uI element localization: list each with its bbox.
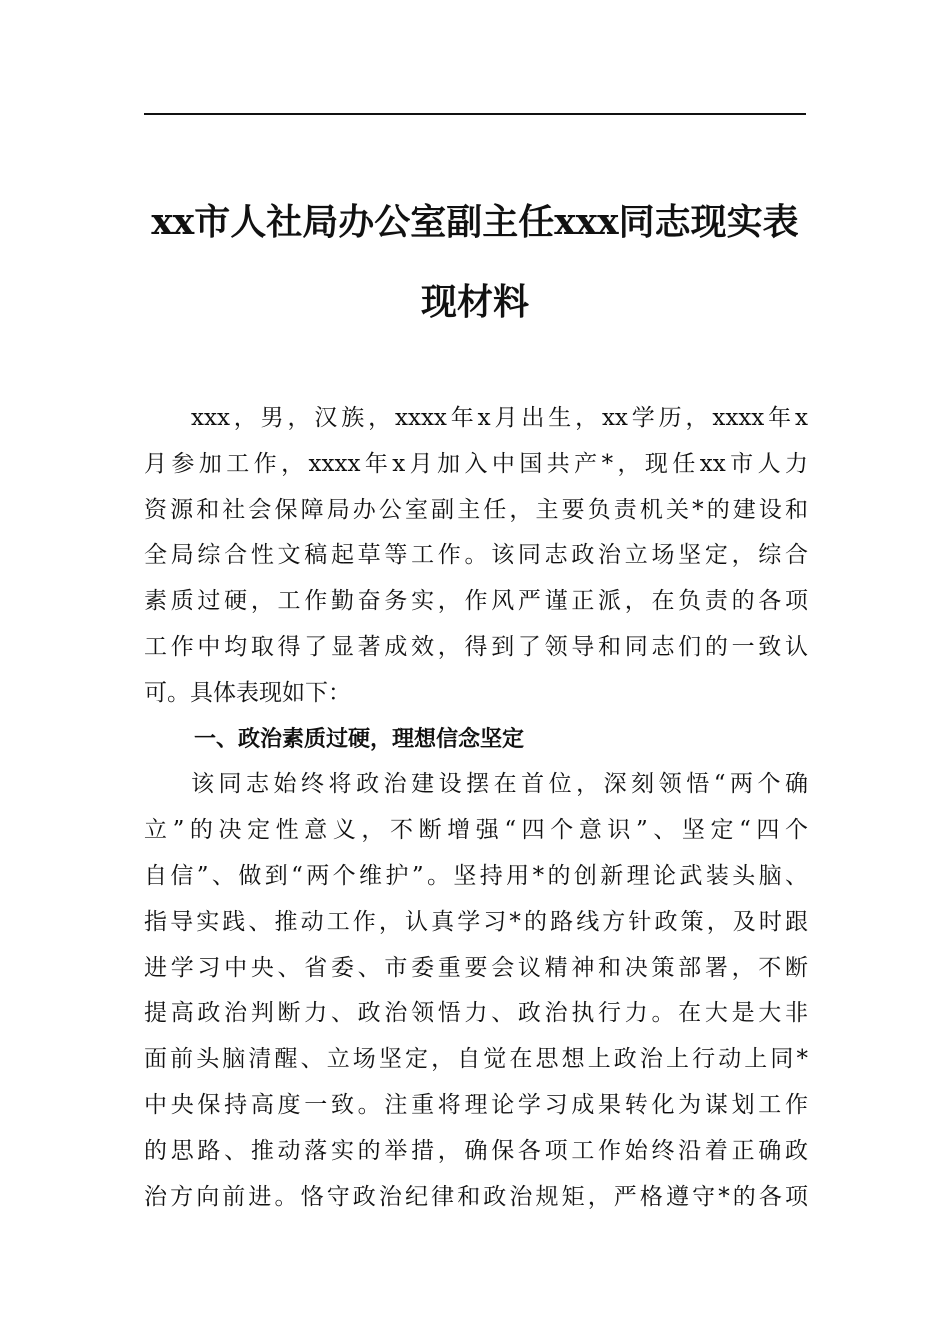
- title-line: xx市人社局办公室副主任xxx同志现实表: [151, 201, 799, 243]
- title-line: 现材料: [420, 281, 529, 323]
- header-rule: [144, 113, 806, 115]
- paragraph-line: 立”的决定性意义，不断增强“四个意识”、坚定“四个: [144, 817, 808, 844]
- paragraph-line: 该同志始终将政治建设摆在首位，深刻领悟“两个确: [191, 771, 808, 798]
- paragraph-line: 可。具体表现如下：: [144, 679, 351, 706]
- intro-paragraph: [144, 396, 808, 717]
- section-paragraph: [144, 762, 808, 1220]
- paragraph-line: xxx，男，汉族，xxxx年x月出生，xx学历，xxxx年x: [191, 405, 808, 431]
- paragraph-line: 面前头脑清醒、立场坚定，自觉在思想上政治上行动上同*: [144, 1046, 808, 1073]
- paragraph-line: 工作中均取得了显著成效，得到了领导和同志们的一致认: [144, 633, 808, 660]
- paragraph-line: 中央保持高度一致。注重将理论学习成果转化为谋划工作: [144, 1091, 808, 1118]
- paragraph-line: 治方向前进。恪守政治纪律和政治规矩，严格遵守*的各项: [144, 1183, 808, 1210]
- document-title: [130, 182, 820, 342]
- paragraph-line: 资源和社会保障局办公室副主任，主要负责机关*的建设和: [144, 496, 808, 523]
- paragraph-line: 全局综合性文稿起草等工作。该同志政治立场坚定，综合: [144, 542, 808, 569]
- paragraph-line: 提高政治判断力、政治领悟力、政治执行力。在大是大非: [144, 1000, 808, 1027]
- paragraph-line: 自信”、做到“两个维护”。坚持用*的创新理论武装头脑、: [144, 862, 808, 889]
- paragraph-line: 素质过硬，工作勤奋务实，作风严谨正派，在负责的各项: [144, 588, 808, 615]
- section-heading: 一、政治素质过硬，理想信念坚定: [194, 726, 525, 752]
- paragraph-line: 的思路、推动落实的举措，确保各项工作始终沿着正确政: [144, 1137, 808, 1164]
- paragraph-line: 进学习中央、省委、市委重要会议精神和决策部署，不断: [144, 954, 808, 981]
- document-body: [144, 396, 808, 1220]
- paragraph-line: 指导实践、推动工作，认真学习*的路线方针政策，及时跟: [144, 908, 808, 935]
- paragraph-line: 月参加工作，xxxx年x月加入中国共产*，现任xx市人力: [144, 450, 808, 477]
